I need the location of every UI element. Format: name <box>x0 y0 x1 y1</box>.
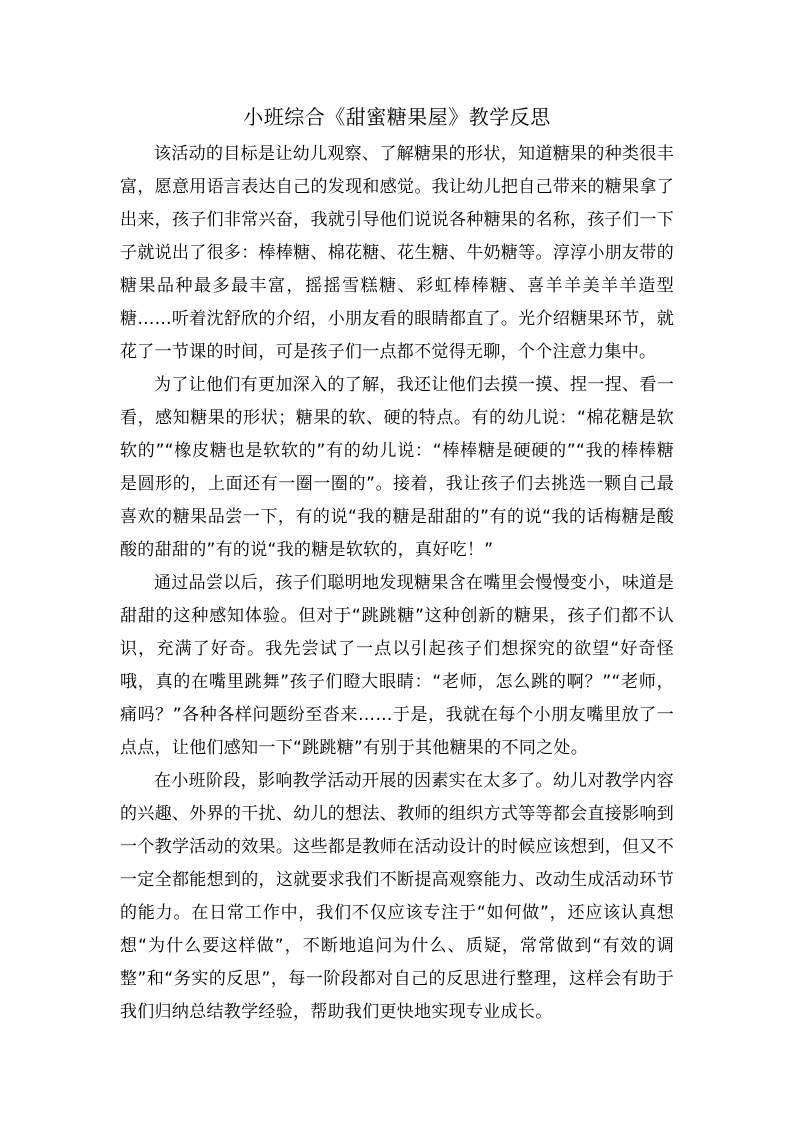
paragraph-2: 为了让他们有更加深入的了解，我还让他们去摸一摸、捏一捏、看一看，感知糖果的形状；糖果的软、硬的特点。有的幼儿说：“棉花糖是软软的”“橡皮糖也是软软的”有的幼儿说：“棒棒糖是硬硬的”“我的棒棒糖是圆形的，上面还有一圈一圈的”。接着，我让孩子们去挑选一颗自己最喜欢的糖果品尝一下，有的说“我的糖是甜甜的”有的说“我的话梅糖是酸酸的甜甜的”有的说“我的糖是软软的，真好吃！” <box>120 375 674 560</box>
paragraph-3: 通过品尝以后，孩子们聪明地发现糖果含在嘴里会慢慢变小，味道是甜甜的这种感知体验。但对于“跳跳糖”这种创新的糖果，孩子们都不认识，充满了好奇。我先尝试了一点以引起孩子们想探究的欲望“好奇怪哦，真的在嘴里跳舞”孩子们瞪大眼睛：“老师，怎么跳的啊？”“老师，痛吗？”各种各样问题纷至沓来……于是，我就在每个小朋友嘴里放了一点点，让他们感知一下“跳跳糖”有别于其他糖果的不同之处。 <box>120 573 674 758</box>
paragraph-1: 该活动的目标是让幼儿观察、了解糖果的形状，知道糖果的种类很丰富，愿意用语言表达自己的发现和感觉。我让幼儿把自己带来的糖果拿了出来，孩子们非常兴奋，我就引导他们说说各种糖果的名称，孩子们一下子就说出了很多：棒棒糖、棉花糖、花生糖、牛奶糖等。淳淳小朋友带的糖果品种最多最丰富，摇摇雪糕糖、彩虹棒棒糖、喜羊羊美羊羊造型糖……听着沈舒欣的介绍，小朋友看的眼睛都直了。光介绍糖果环节，就花了一节课的时间，可是孩子们一点都不觉得无聊，个个注意力集中。 <box>120 144 674 362</box>
document-body <box>120 138 674 1029</box>
paragraph-4: 在小班阶段，影响教学活动开展的因素实在太多了。幼儿对教学内容的兴趣、外界的干扰、幼儿的想法、教师的组织方式等等都会直接影响到一个教学活动的效果。这些都是教师在活动设计的时候应该想到，但又不一定全都能想到的，这就要求我们不断提高观察能力、改动生成活动环节的能力。在日常工作中，我们不仅应该专注于“如何做”，还应该认真想想“为什么要这样做”，不断地追问为什么、质疑，常常做到“有效的调整”和“务实的反思”，每一阶段都对自己的反思进行整理，这样会有助于我们归纳总结教学经验，帮助我们更快地实现专业成长。 <box>120 771 674 1022</box>
document-title: 小班综合《甜蜜糖果屋》教学反思 <box>243 105 551 129</box>
